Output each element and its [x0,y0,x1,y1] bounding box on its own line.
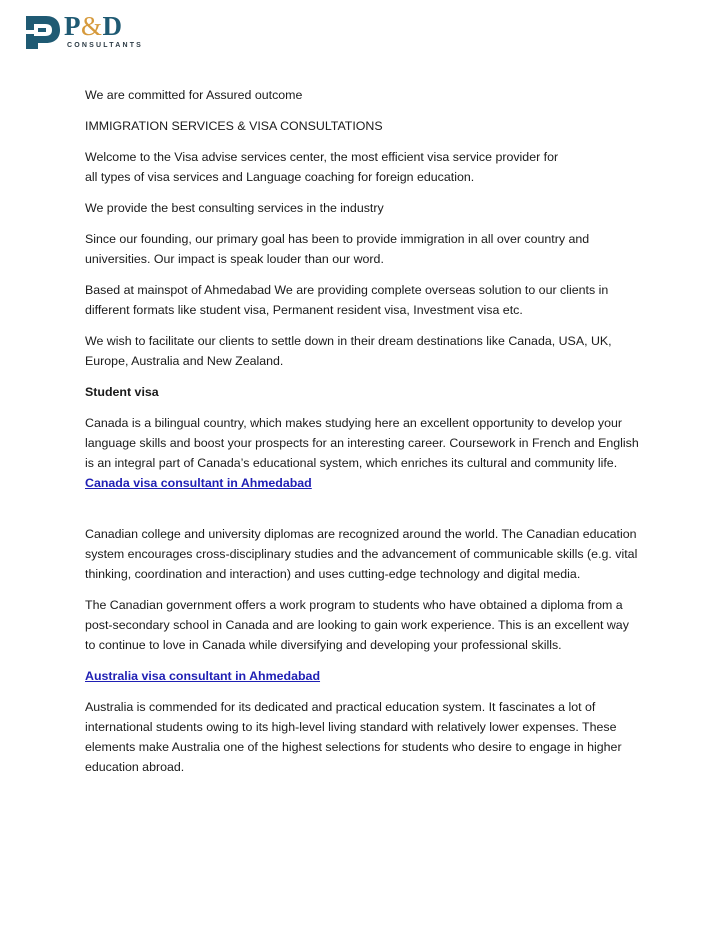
canada-paragraph: Canada is a bilingual country, which makes studying here an excellent opportunity to develop your language skills and boost your prospects for an interesting career. Coursework in French and English is an integral part of Canada’s educational system, which enriches its cultural and community life. Canada visa consultant in Ahmedabad [85,416,639,490]
student-visa-heading: Student visa [85,385,159,399]
pd-monogram-icon [24,13,62,51]
australia-paragraph: Australia is commended for its dedicated and practical education system. It fascinates a lot of international students owing to its high-level living standard with relatively lower expenses. These elements make Australia one of the highest selections for students who desire to engage in higher education abroad. [85,700,622,774]
document-body [85,85,641,788]
welcome-paragraph: Welcome to the Visa advise services center, the most efficient visa service provider for all types of visa services and Language coaching for foreign education. [85,150,559,184]
logo-wordmark: P&D [64,11,123,41]
australia-visa-link[interactable]: Australia visa consultant in Ahmedabad [85,669,321,683]
australia-link-paragraph [85,666,641,686]
based-paragraph: Based at mainspot of Ahmedabad We are providing complete overseas solution to our clients in different formats like student visa, Permanent resident visa, Investment visa etc. [85,283,609,317]
company-logo [24,11,144,51]
founding-paragraph: Since our founding, our primary goal has been to provide immigration in all over country and universities. Our impact is speak louder than our word. [85,232,590,266]
best-services-paragraph: We provide the best consulting services in the industry [85,201,384,215]
service-title: IMMIGRATION SERVICES & VISA CONSULTATIONS [85,119,383,133]
settle-paragraph: We wish to facilitate our clients to settle down in their dream destinations like Canada, USA, UK, Europe, Australia and New Zealand. [85,334,612,368]
work-program-paragraph: The Canadian government offers a work program to students who have obtained a diploma from a post-secondary school in Canada and are looking to gain work experience. This is an excellent way to continue to love in Canada while diversifying and developing your professional skills. [85,598,629,652]
diplomas-paragraph: Canadian college and university diplomas are recognized around the world. The Canadian education system encourages cross-disciplinary studies and the advancement of communicable skills (e.g. vital thinking, coordination and interaction) and uses cutting-edge technology and digital media. [85,527,638,581]
tagline: We are committed for Assured outcome [85,88,303,102]
logo-subtitle: CONSULTANTS [67,42,144,49]
canada-visa-link[interactable]: Canada visa consultant in Ahmedabad [85,476,312,490]
